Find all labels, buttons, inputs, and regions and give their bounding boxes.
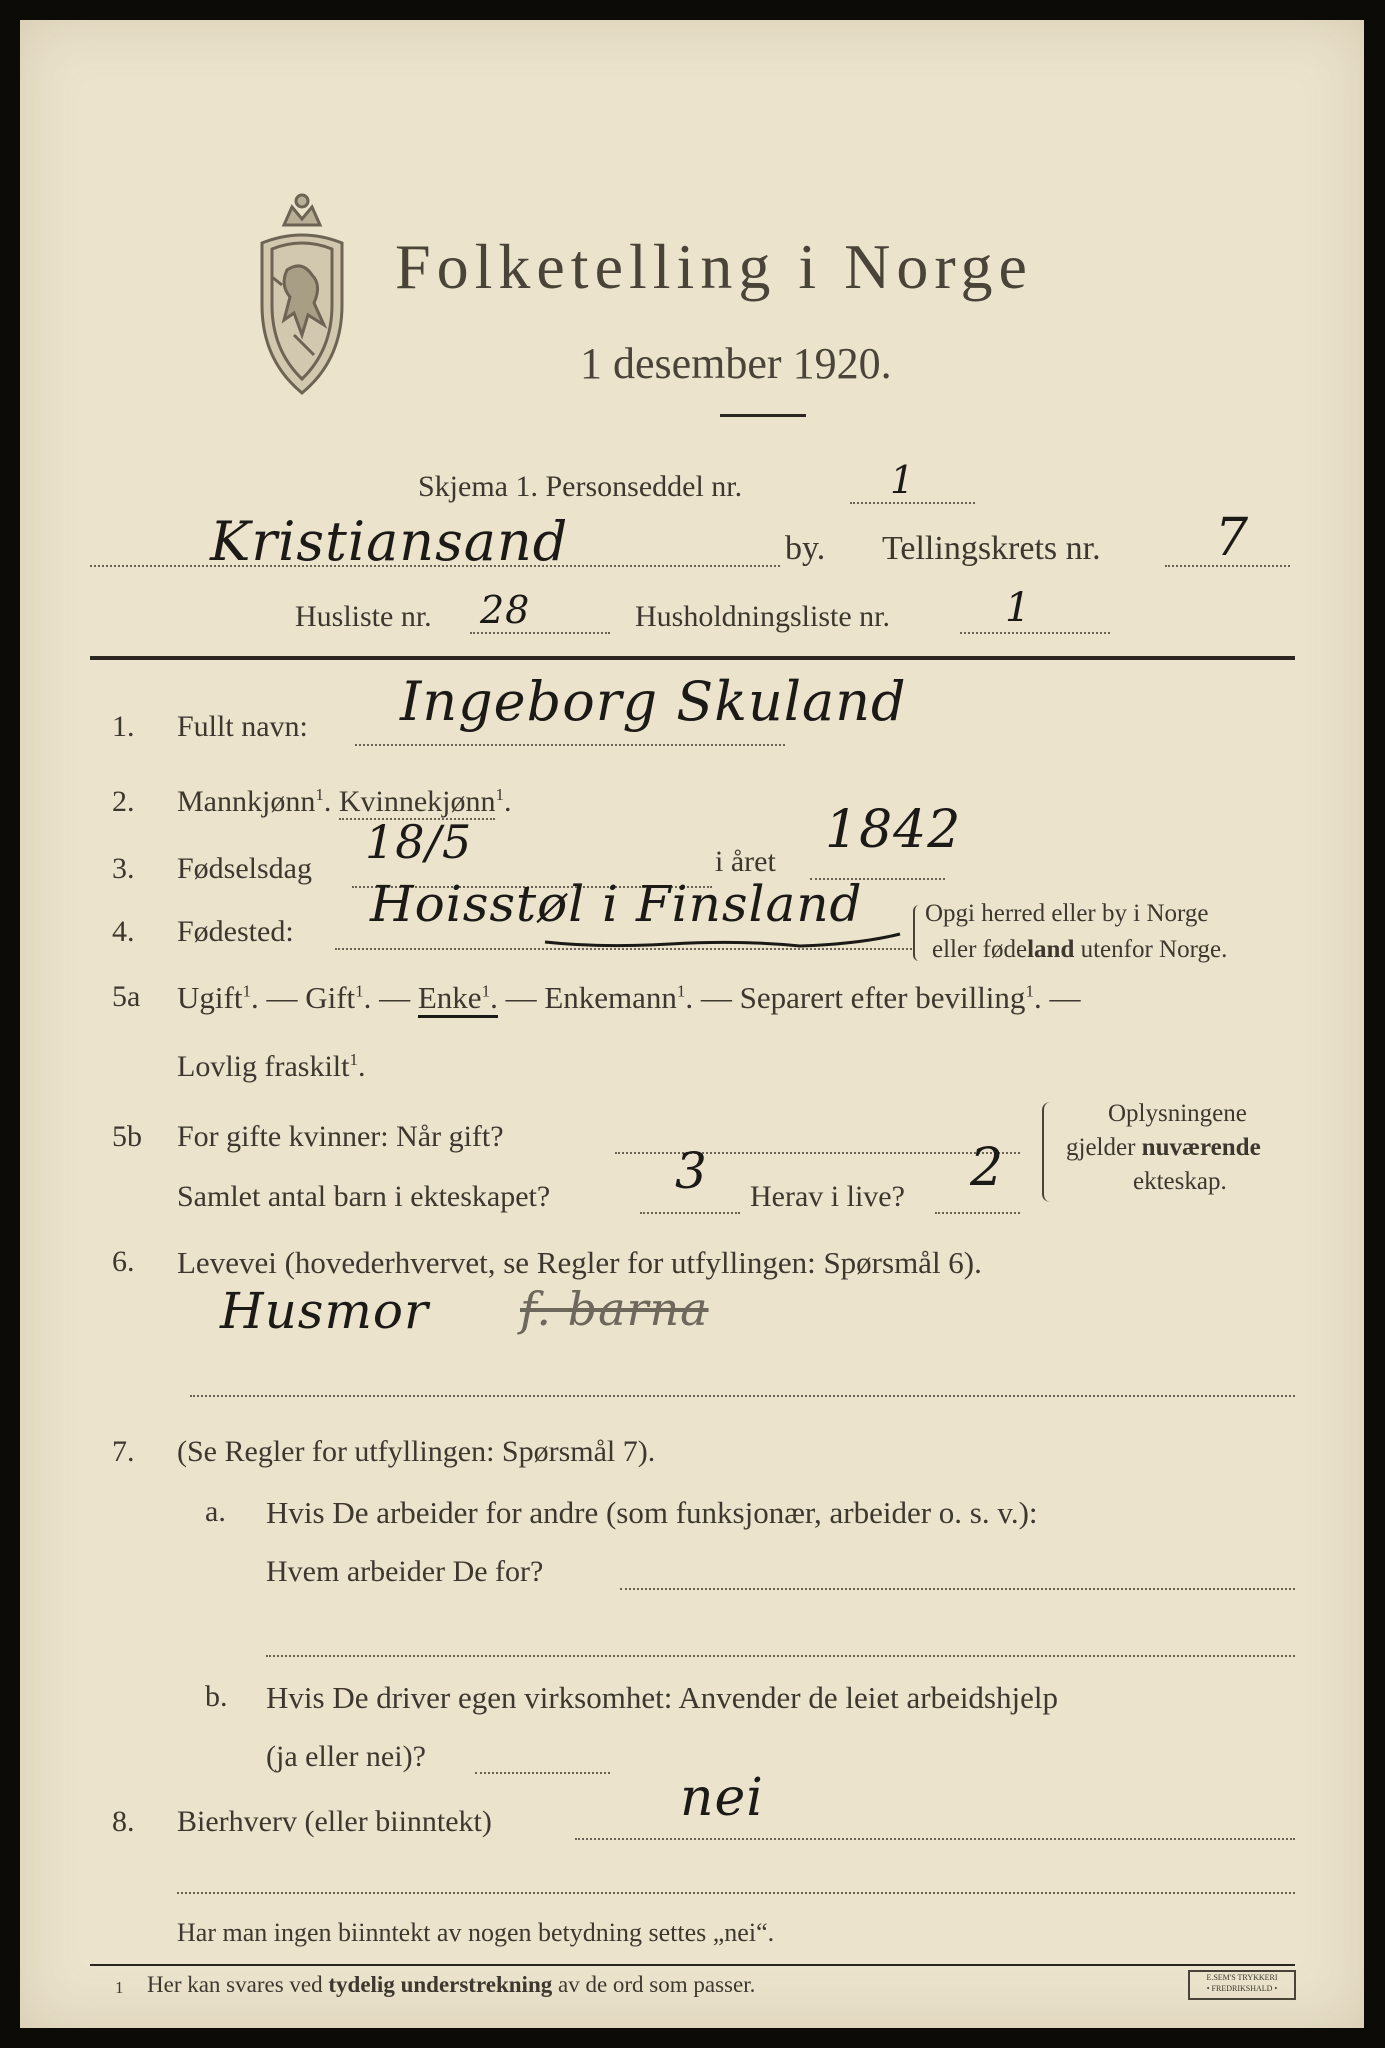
q7b-line2: (ja eller nei)? — [266, 1740, 426, 1773]
side-income-note: Har man ingen biinntekt av nogen betydning settes „nei“. — [177, 1918, 775, 1947]
q7a-line1: Hvis De arbeider for andre (som funksjonær, arbeider o. s. v.): — [266, 1495, 1038, 1530]
status-ugift[interactable]: Ugift — [177, 980, 243, 1015]
household-list-label: Husholdningsliste nr. — [635, 600, 891, 633]
children-count-value[interactable]: 3 — [675, 1142, 708, 1200]
marital-status-options: Ugift$^1$. — Gift$^1$. — Enke$^1$. — Enkemann$^1$. — Separert efter bevilling$^1$. — — [177, 980, 1080, 1016]
footnote-text: Her kan svares ved tydelig understrekning av de ord som passer. — [147, 1972, 756, 1997]
schema-value[interactable]: 1 — [890, 458, 916, 502]
q7-number: 7. — [112, 1435, 135, 1468]
q5a-number: 5a — [112, 980, 141, 1013]
household-list-dotline — [960, 632, 1110, 634]
house-list-value[interactable]: 28 — [480, 588, 531, 632]
status-gift[interactable]: Gift — [305, 980, 356, 1015]
side-income-value[interactable]: nei — [680, 1768, 764, 1828]
hired-help-dotline[interactable] — [475, 1772, 610, 1774]
children-count-dotline — [640, 1212, 740, 1214]
q7b-letter: b. — [205, 1680, 228, 1713]
full-name-value[interactable]: Ingeborg Skuland — [400, 670, 907, 733]
q3-number: 3. — [112, 852, 135, 885]
census-date: 1 desember 1920. — [580, 339, 892, 388]
married-when-label: For gifte kvinner: Når gift? — [177, 1120, 504, 1153]
occupation-value[interactable]: Husmor — [220, 1282, 429, 1340]
children-count-label: Samlet antal barn i ekteskapet? — [177, 1180, 551, 1213]
q1-label: Fullt navn: — [177, 710, 308, 743]
q5b-number: 5b — [112, 1120, 142, 1153]
q3-label: Fødselsdag — [177, 852, 312, 885]
q7a-letter: a. — [205, 1495, 226, 1528]
q6-dotline — [190, 1395, 1295, 1397]
norway-coat-of-arms-icon — [242, 185, 362, 400]
children-alive-value[interactable]: 2 — [970, 1138, 1005, 1198]
printer-stamp: E.SEM'S TRYKKERI • FREDRIKSHALD • — [1188, 1970, 1296, 2000]
form-title: Folketelling i Norge — [395, 231, 1033, 302]
schema-dotline — [850, 502, 975, 504]
gender-options: Mannkjønn$^1$. Kvinnekjønn$^1$. — [177, 785, 512, 818]
city-suffix: by. — [785, 530, 826, 567]
status-enke-selected[interactable]: Enke$^1$. — [418, 980, 498, 1018]
gender-female[interactable]: Kvinnekjønn — [338, 785, 496, 818]
q1-dotline — [355, 744, 785, 746]
footnote-marker: 1 — [115, 1978, 124, 1997]
q4-number: 4. — [112, 915, 135, 948]
q7b-line1: Hvis De driver egen virksomhet: Anvender de leiet arbeidshjelp — [266, 1680, 1058, 1715]
q8-dotline — [575, 1838, 1295, 1840]
children-alive-dotline — [935, 1212, 1020, 1214]
q5b-note-line1: Oplysningene — [1108, 1100, 1247, 1127]
occupation-struck-value[interactable]: f. barna — [520, 1282, 709, 1336]
q7a-line2: Hvem arbeider De for? — [266, 1555, 544, 1588]
birthday-value[interactable]: 18/5 — [365, 815, 473, 869]
birthplace-value[interactable]: Hoisstøl i Finsland — [370, 875, 863, 933]
city-dotline — [90, 565, 780, 567]
q4-brace — [913, 905, 923, 961]
q5b-note-line3: ekteskap. — [1133, 1168, 1227, 1195]
q1-number: 1. — [112, 710, 135, 743]
q8-dotline-2 — [177, 1892, 1295, 1894]
footer-rule — [90, 1964, 1295, 1966]
district-value[interactable]: 7 — [1215, 508, 1250, 568]
house-list-label: Husliste nr. — [295, 600, 432, 633]
status-fraskilt-line: Lovlig fraskilt$^1$. — [177, 1050, 366, 1083]
q5b-note-line2: gjelder nuværende — [1066, 1134, 1261, 1161]
city-value[interactable]: Kristiansand — [210, 510, 569, 573]
q6-number: 6. — [112, 1245, 135, 1278]
header-rule — [90, 656, 1295, 660]
q8-label: Bierhverv (eller biinntekt) — [177, 1805, 492, 1838]
q4-label: Fødested: — [177, 915, 294, 948]
q6-label: Levevei (hovederhvervet, se Regler for utfyllingen: Spørsmål 6). — [177, 1245, 982, 1280]
birthplace-underline — [540, 920, 930, 960]
census-form-page — [20, 20, 1364, 2028]
employer-dotline[interactable] — [620, 1588, 1295, 1590]
q8-number: 8. — [112, 1805, 135, 1838]
q4-note-line2: eller fødeland utenfor Norge. — [932, 936, 1228, 963]
q2-number: 2. — [112, 785, 135, 818]
q5b-brace-left — [1042, 1102, 1052, 1202]
house-list-dotline — [470, 632, 610, 634]
schema-label: Skjema 1. Personseddel nr. — [418, 470, 743, 503]
gender-male[interactable]: Mannkjønn — [177, 785, 316, 818]
birth-year-label: i året — [715, 845, 776, 878]
title-divider — [720, 414, 806, 417]
district-label: Tellingskrets nr. — [882, 530, 1101, 567]
status-separert[interactable]: Separert efter bevilling — [739, 980, 1026, 1015]
household-list-value[interactable]: 1 — [1005, 585, 1032, 631]
birth-year-value[interactable]: 1842 — [825, 800, 962, 860]
q4-note-line1: Opgi herred eller by i Norge — [925, 900, 1209, 927]
employer-dotline-2[interactable] — [266, 1655, 1295, 1657]
q7-label: (Se Regler for utfyllingen: Spørsmål 7). — [177, 1435, 656, 1468]
status-fraskilt[interactable]: Lovlig fraskilt — [177, 1050, 350, 1083]
status-enkemann[interactable]: Enkemann — [544, 980, 677, 1015]
children-alive-label: Herav i live? — [750, 1180, 905, 1213]
